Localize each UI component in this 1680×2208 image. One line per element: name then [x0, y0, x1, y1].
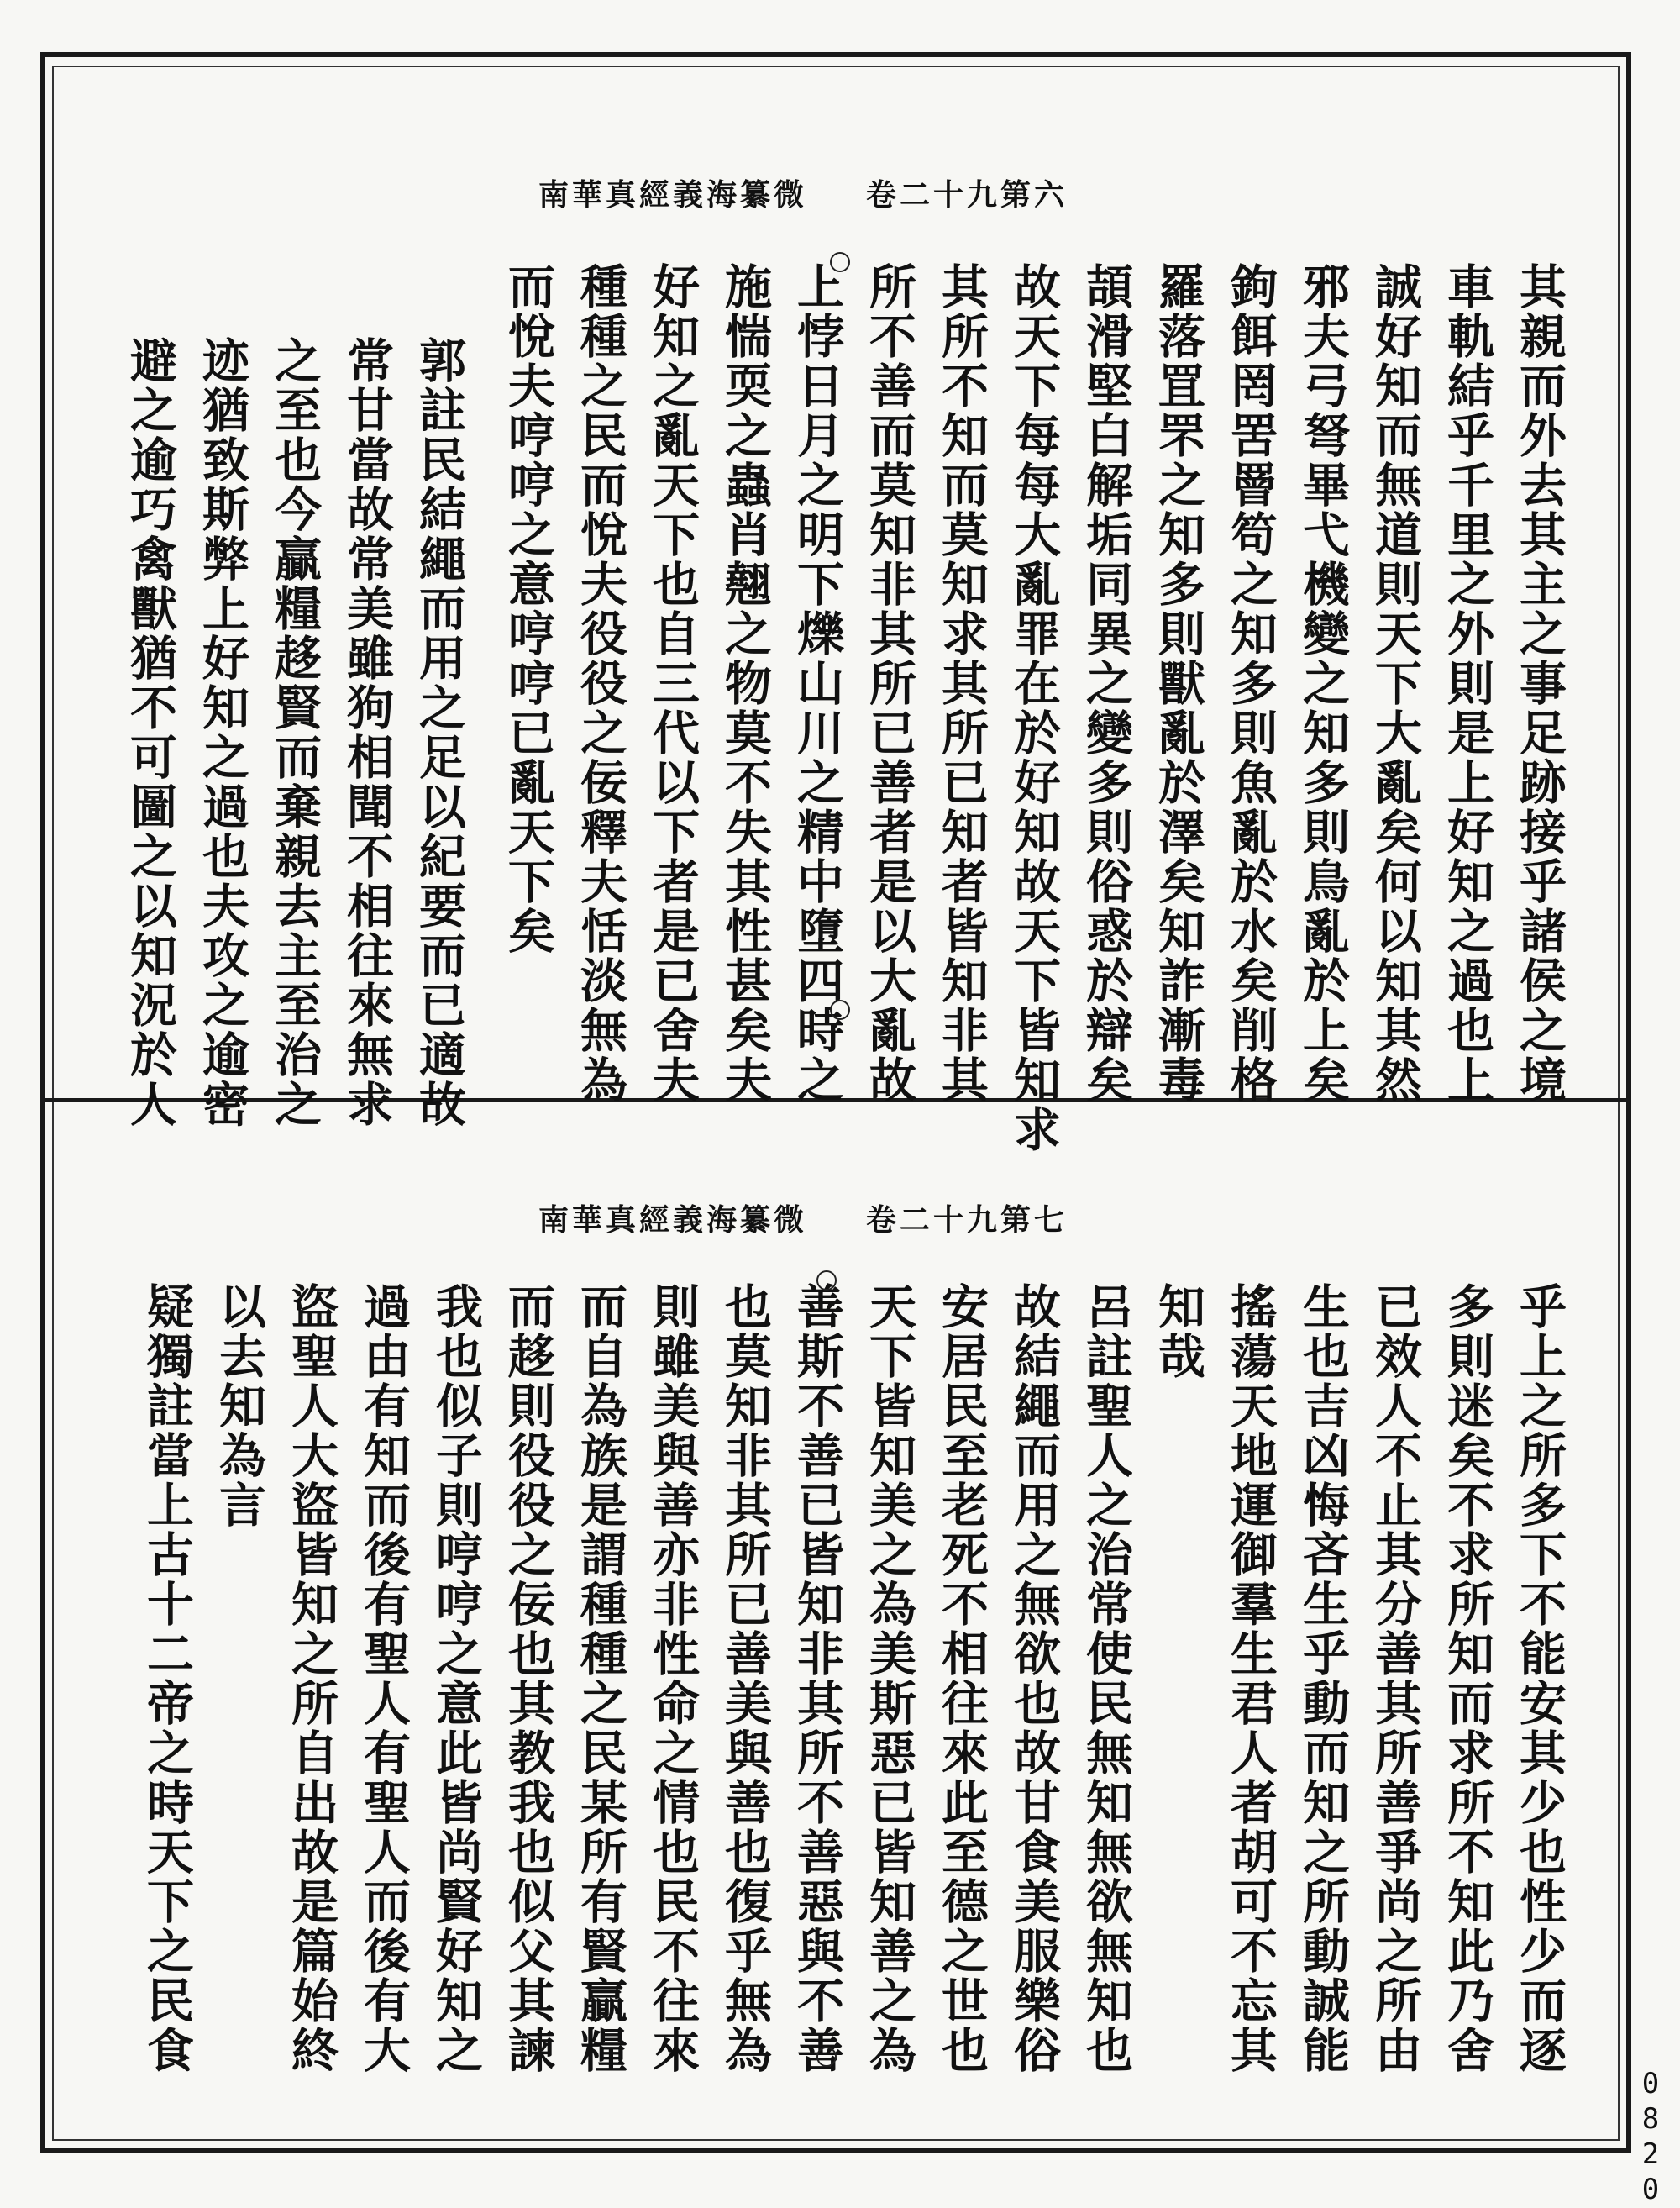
page-header-top: [538, 171, 1068, 214]
text-column: 以去知為言: [212, 1282, 267, 1530]
text-column: 善斯不善已皆知非其所不善惡與不善: [790, 1282, 845, 2075]
header-title: 南華真經義海纂微: [538, 177, 808, 213]
text-column: 盜聖人大盜皆知之所自出故是篇始終: [284, 1282, 339, 2075]
text-column: 安居民至老死不相往來此至德之世也: [934, 1282, 990, 2075]
text-column: 已效人不止其分善其所善爭尚之所由: [1368, 1282, 1423, 2075]
punctuation-mark-icon: [830, 252, 850, 272]
text-column: 而趍則役役之佞也其教我也似父其諫: [501, 1282, 556, 2075]
text-column: 車軌結乎千里之外則是上好知之過也上: [1440, 262, 1495, 1105]
punctuation-mark-icon: [816, 2047, 837, 2067]
page-number: 0820: [1634, 2067, 1667, 2208]
commentary-column: 郭註民結繩而用之足以紀要而已適故: [412, 336, 467, 1129]
text-column: 而悅夫哼哼之意哼哼已亂天下矣: [501, 262, 556, 956]
commentary-column: 之至也今贏糧趍賢而棄親去主至治之: [267, 336, 323, 1129]
text-column: 搖蕩天地運御羣生君人者胡可不忘其: [1223, 1282, 1278, 2075]
text-column: 羅落罝罘之知多則獸亂於澤矣知詐漸毒: [1151, 262, 1206, 1105]
text-column: 頡滑堅白解垢同異之變多則俗惑於辯矣: [1079, 262, 1134, 1105]
text-column: 其所不知而莫知求其所已知者皆知非其: [934, 262, 990, 1105]
text-column: 好知之亂天下也自三代以下者是已舍夫: [645, 262, 701, 1105]
top-page: [55, 69, 1616, 1154]
text-column: 故天下每每大亂罪在於好知故天下皆知求: [1006, 262, 1062, 1154]
commentary-column: 常甘當故常美雖狗相聞不相往來無求: [339, 336, 395, 1129]
text-column: 所不善而莫知非其所已善者是以大亂故: [862, 262, 917, 1105]
text-column: 知哉: [1151, 1282, 1206, 1381]
commentary-column: 迹猶致斯弊上好知之過也夫攻之逾密: [195, 336, 250, 1129]
text-column: 施惴耎之蟲肖翹之物莫不失其性甚矣夫: [717, 262, 773, 1105]
header-title: 南華真經義海纂微: [538, 1202, 808, 1238]
text-column: 也莫知非其所已善美與善也復乎無為: [717, 1282, 773, 2075]
text-column: 故結繩而用之無欲也故甘食美服樂俗: [1006, 1282, 1062, 2075]
header-volume: 卷二十九第六: [866, 177, 1068, 213]
text-column: 誠好知而無道則天下大亂矣何以知其然: [1368, 262, 1423, 1105]
punctuation-mark-icon: [816, 1270, 837, 1291]
text-column: 多則迷矣不求所知而求所不知此乃舍: [1440, 1282, 1495, 2075]
text-column: 鉤餌罔罟罾笱之知多則魚亂於水矣削格: [1223, 262, 1278, 1105]
commentary-column: 避之逾巧禽獸猶不可圖之以知況於人: [123, 336, 178, 1129]
text-column: 而自為族是謂種種之民某所有賢贏糧: [573, 1282, 628, 2075]
text-column: 疑獨註當上古十二帝之時天下之民食: [139, 1282, 195, 2075]
text-column: 過由有知而後有聖人有聖人而後有大: [356, 1282, 412, 2075]
text-column: 種種之民而悅夫役役之佞釋夫恬淡無為: [573, 262, 628, 1105]
punctuation-mark-icon: [830, 1000, 850, 1020]
text-column: 我也似子則哼哼之意此皆尚賢好知之: [428, 1282, 484, 2075]
text-column: 其親而外去其主之事足跡接乎諸侯之境: [1512, 262, 1567, 1105]
text-column: 生也吉凶悔吝生乎動而知之所動誠能: [1295, 1282, 1351, 2075]
text-column: 呂註聖人之治常使民無知無欲無知也: [1079, 1282, 1134, 2075]
page-header-bottom: [538, 1196, 1068, 1239]
text-column: 邪夫弓弩畢弋機變之知多則鳥亂於上矣: [1295, 262, 1351, 1105]
text-column: 天下皆知美之為美斯惡已皆知善之為: [862, 1282, 917, 2075]
bottom-page: [55, 1106, 1616, 2137]
header-volume: 卷二十九第七: [866, 1202, 1068, 1238]
text-column: 則雖美與善亦非性命之情也民不往來: [645, 1282, 701, 2075]
text-column: 上悖日月之明下爍山川之精中墮四時之: [790, 262, 845, 1105]
text-column: 乎上之所多下不能安其少也性少而逐: [1512, 1282, 1567, 2075]
